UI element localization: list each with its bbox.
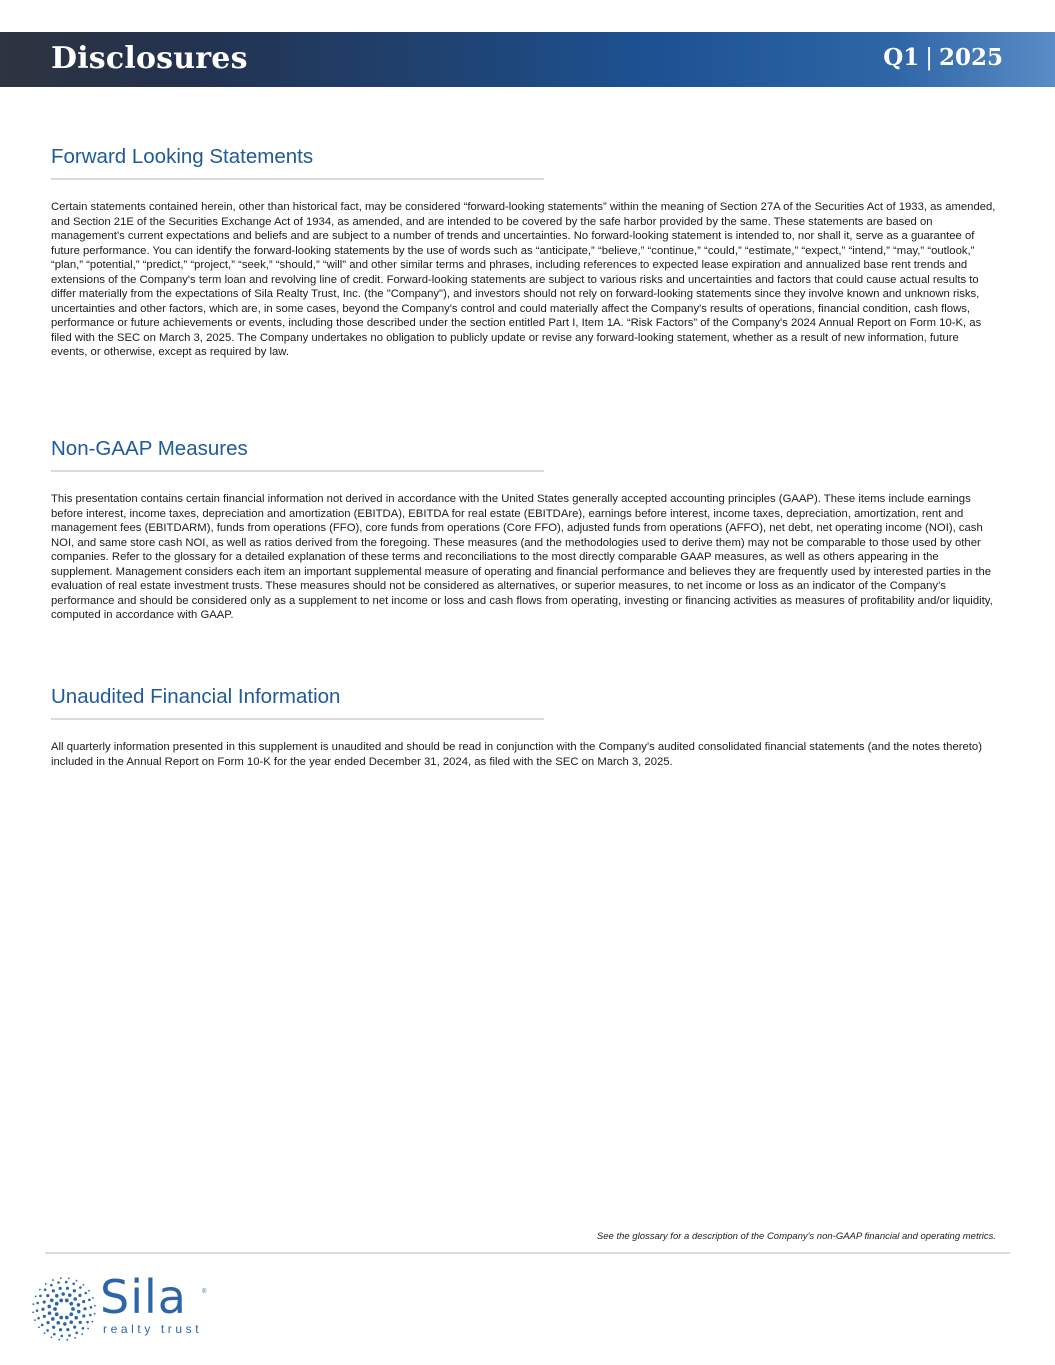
logo-dot [71, 1307, 75, 1311]
logo-dot [82, 1300, 85, 1303]
section-forward-looking-statements [51, 145, 996, 360]
logo-dot [73, 1289, 76, 1292]
section-non-gaap-measures [51, 437, 996, 623]
logo-dot [52, 1279, 54, 1281]
logo-dot [46, 1321, 49, 1324]
logo-dot [43, 1300, 46, 1303]
logo-dot [74, 1316, 78, 1320]
logo-dot [66, 1328, 69, 1331]
logo-dot [82, 1327, 85, 1330]
logo-dot [55, 1312, 59, 1316]
logo-dot [65, 1281, 68, 1284]
logo-dot [79, 1286, 82, 1289]
logo-dot [45, 1283, 47, 1285]
logo-dot [36, 1302, 39, 1305]
logo-dot [50, 1299, 54, 1303]
logo-dot [60, 1277, 62, 1279]
report-quarter: Q1 [883, 44, 920, 71]
logo-dot [51, 1317, 55, 1321]
logo-dot [69, 1320, 73, 1324]
section-divider [51, 470, 544, 472]
section-body: All quarterly information presented in this supplement is unaudited and should be read in conjunction with the Company's audited consolidated financial statements (and the notes thereto) included in the Annual Report on Form 10-K for the year ended December 31, 2024, as filed with the SEC on March 3, 2025. [51, 741, 982, 768]
logo-dot [68, 1334, 71, 1337]
logo-dot [32, 1311, 34, 1313]
logo-dot [73, 1297, 77, 1301]
company-logo [32, 1270, 232, 1343]
logo-dot [57, 1281, 60, 1284]
logo-dot [43, 1315, 46, 1318]
logo-dot [36, 1309, 39, 1312]
logo-dot [53, 1333, 56, 1336]
logo-dot [83, 1284, 85, 1286]
logo-dot [55, 1294, 59, 1298]
logo-dot [58, 1339, 60, 1341]
section-heading: Unaudited Financial Information [51, 685, 341, 708]
logo-dot [88, 1299, 91, 1302]
logo-dot [59, 1316, 63, 1320]
logo-dot [41, 1324, 44, 1327]
logo-dot [52, 1326, 55, 1329]
logo-dot [47, 1305, 51, 1309]
logo-dot [51, 1336, 53, 1338]
logo-dot [46, 1329, 49, 1332]
logo-dot [91, 1321, 93, 1323]
logo-wordmark: Sila [100, 1270, 187, 1324]
page-title: Disclosures [51, 41, 248, 76]
logo-dot [75, 1332, 78, 1335]
logo-dot [59, 1299, 63, 1303]
section-heading: Forward Looking Statements [51, 145, 314, 168]
logo-dot [52, 1289, 55, 1292]
logo-dot [39, 1289, 41, 1291]
logo-dot [44, 1332, 46, 1334]
logo-dot [87, 1328, 89, 1330]
logo-dot [89, 1314, 92, 1317]
glossary-footnote: See the glossary for a description of the Company's non-GAAP financial and operating metrics. [596, 1231, 996, 1242]
logo-dot [92, 1297, 94, 1299]
logo-dot [94, 1313, 96, 1315]
logo-dot [34, 1319, 36, 1321]
logo-dot [38, 1326, 40, 1328]
section-unaudited-financial-information [51, 685, 996, 769]
logo-dot [56, 1321, 60, 1325]
logo-dot [53, 1307, 57, 1311]
logo-dot [84, 1292, 87, 1295]
section-body: This presentation contains certain financial information not derived in accordance with the United States generally accepted accounting principles (GAAP). These items include earnings before interest, income taxes, depreciation and amortization (EBITDA), EBITDA for real estate (EBITDAre), earnings before interest, income taxes, depreciation, amortization, rent and management fees (EBITDARM), funds from operations (FFO), core funds from operations (Core FFO), adjusted funds from operations (AFFO), net debt, net operating income (NOI), cash NOI, and same store cash NOI, as well as ratios derived from the foregoing. These measures (and the methodologies used to derive them) may not be comparable to those used by other companies. Refer to the glossary for a detailed explanation of these terms and reconciliations to the most directly comparable GAAP measures, as well as others appearing in the supplement. Management considers each item an important supplemental measure of operating and financial performance and believes they are frequently used by interested parties in the evaluation of real estate investment trusts. These measures should not be considered as alternatives, or superior measures, to net income or loss as an indicator of the Company's performance and should be considered only as a supplement to net income or loss and cash flows from operating, investing or financing activities as measures of profitability and/or liquidity, computed in accordance with GAAP. [51, 493, 993, 621]
logo-dot [35, 1296, 37, 1298]
logo-dot [39, 1295, 42, 1298]
logo-dot [77, 1303, 81, 1307]
logo-dot [50, 1284, 53, 1287]
logo-dot [41, 1308, 44, 1311]
section-heading: Non-GAAP Measures [51, 437, 248, 460]
logo-dot [76, 1280, 78, 1282]
logo-dot [65, 1299, 69, 1303]
footer-divider [45, 1252, 1010, 1254]
report-period-separator: | [925, 45, 933, 71]
logo-dot [79, 1321, 82, 1324]
logo-dot [48, 1311, 52, 1315]
logo-dot [78, 1294, 81, 1297]
report-period [883, 44, 1003, 71]
logo-dot [46, 1294, 49, 1297]
logo-dot [72, 1283, 75, 1286]
logo-dot [77, 1310, 81, 1314]
logo-dot [90, 1306, 93, 1309]
logo-dot [73, 1325, 76, 1328]
logo-dot [82, 1314, 85, 1317]
logo-dot [81, 1333, 83, 1335]
logo-dot [94, 1305, 96, 1307]
logo-dot [69, 1312, 73, 1316]
logo-dot [66, 1287, 69, 1290]
logo-dot [68, 1293, 72, 1297]
logo-dot [65, 1316, 69, 1320]
report-year: 2025 [938, 44, 1003, 71]
logo-dot [66, 1339, 68, 1341]
logo-dot [61, 1292, 65, 1296]
section-divider [51, 718, 544, 720]
logo-dot [86, 1321, 89, 1324]
page-header [0, 32, 1055, 87]
section-body: Certain statements contained herein, other than historical fact, may be considered “forward-looking statements” within the meaning of Section 27A of the Securities Act of 1933, as amended, and Section 21E of the Securities Exchange Act of 1934, as amended, and are intended to be covered by the safe harbor provided by the same. These statements are based on management's current expectations and beliefs and are subject to a number of trends and uncertainties. No forward-looking statement is intended to, nor shall it, serve as a guarantee of future performance. You can identify the forward-looking statements by the use of words such as “anticipate,” “believe,” “continue,” “could,” “estimate,” “expect,” “intend,” “may,” “outlook,” “plan,” “potential,” “predict,” “project,” “seek,” “should,” “will” and other similar terms and phrases, including references to expected lease expiration and annualized base rent trends and extensions of the Company's term loan and revolving line of credit. Forward-looking statements are subject to various risks and uncertainties and factors that could cause actual results to differ materially from the expectations of Sila Realty Trust, Inc. (the "Company"), and investors should not rely on forward-looking statements since they involve known and unknown risks, uncertainties and other factors, which are, in some cases, beyond the Company's control and could materially affect the Company's results of operations, financial condition, cash flows, performance or future achievements or events, including those described under the section entitled Part I, Item 1A. “Risk Factors” of the Company's 2024 Annual Report on Form 10-K, as filed with the SEC on March 3, 2025. The Company undertakes no obligation to publicly update or revise any forward-looking statement, whether as a result of new information, future events, or otherwise, except as required by law. [51, 201, 996, 358]
logo-dot [44, 1288, 47, 1291]
logo-dot [88, 1290, 90, 1292]
logo-tagline: realty trust [103, 1322, 203, 1336]
starburst-logo-icon [32, 1277, 96, 1341]
logo-dot [55, 1302, 59, 1306]
logo-dot [69, 1302, 73, 1306]
section-divider [51, 178, 544, 180]
logo-dot [59, 1328, 62, 1331]
logo-dot [32, 1303, 34, 1305]
logo-dot [63, 1322, 67, 1326]
logo-dot [74, 1337, 76, 1339]
logo-dot [83, 1307, 86, 1310]
logo-dot [68, 1277, 70, 1279]
logo-dot [37, 1317, 40, 1320]
logo-dot [59, 1287, 62, 1290]
registered-mark: ® [202, 1289, 207, 1295]
logo-dot [61, 1335, 64, 1338]
